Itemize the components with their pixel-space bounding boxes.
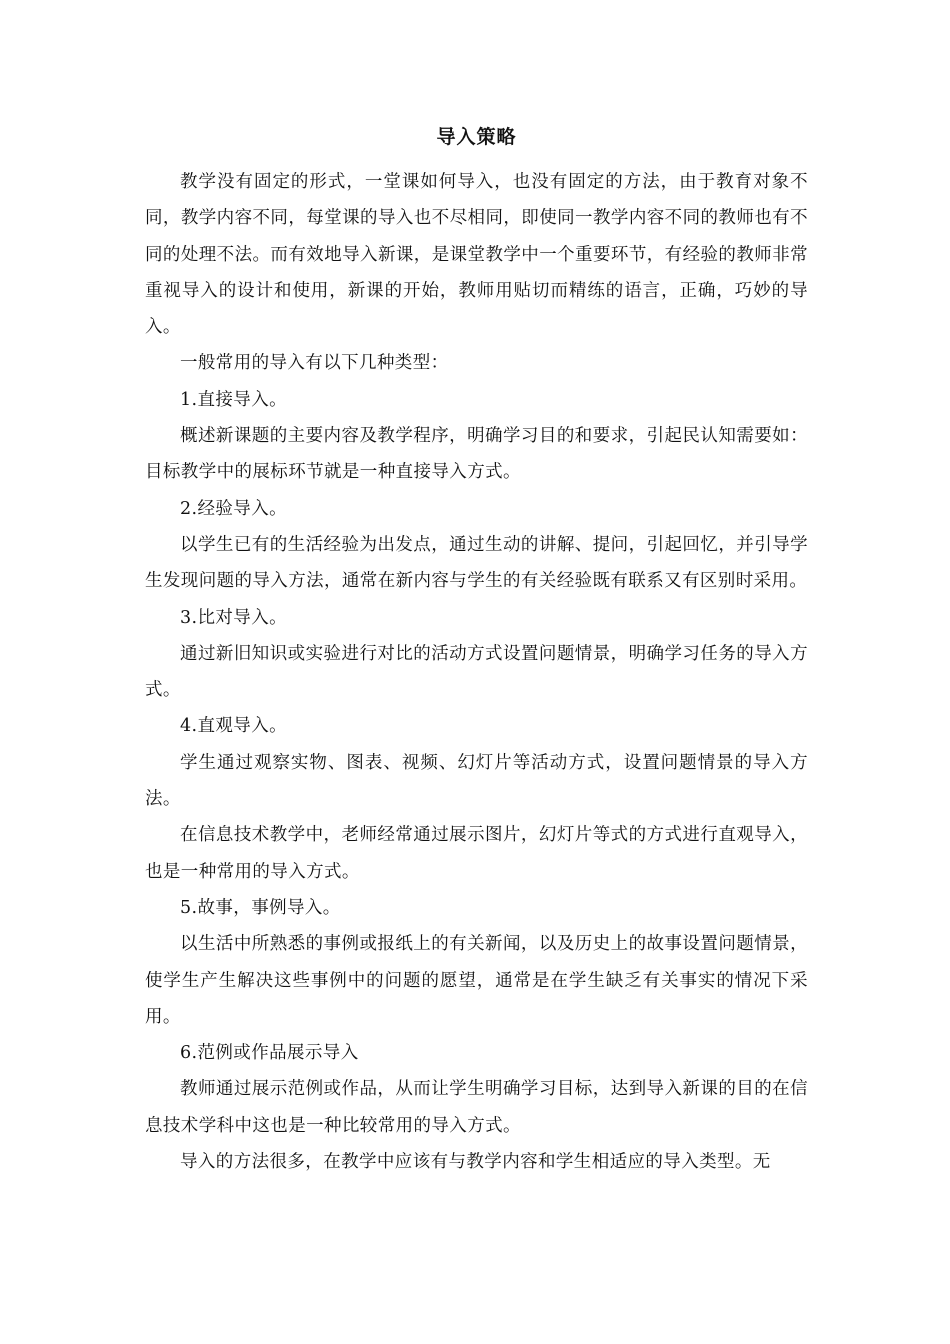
paragraph-visual-intro-it: 在信息技术教学中，老师经常通过展示图片，幻灯片等式的方式进行直观导入，也是一种常用的导入方式。 [145,825,808,882]
heading-comparison-intro: 3.比对导入。 [180,607,287,628]
paragraph-intro: 教学没有固定的形式，一堂课如何导入，也没有固定的方法，由于教育对象不同，教学内容不同，每堂课的导入也不尽相同，即使同一教学内容不同的教师也有不同的处理不法。而有效地导入新课，是课堂教学中一个重要环节，有经验的教师非常重视导入的设计和使用，新课的开始，教师用贴切而精练的语言，正确，巧妙的导入。 [145,172,808,338]
heading-visual-intro: 4.直观导入。 [180,716,287,737]
document-page [145,118,808,1180]
paragraph-example-intro: 教师通过展示范例或作品，从而让学生明确学习目标，达到导入新课的目的在信息技术学科中这也是一种比较常用的导入方式。 [145,1079,808,1136]
paragraph-types-lead: 一般常用的导入有以下几种类型： [180,353,449,374]
paragraph-conclusion: 导入的方法很多，在教学中应该有与教学内容和学生相适应的导入类型。无 [180,1152,771,1173]
heading-experience-intro: 2.经验导入。 [180,498,287,519]
paragraph-comparison-intro: 通过新旧知识或实验进行对比的活动方式设置问题情景，明确学习任务的导入方式。 [145,643,808,701]
paragraph-visual-intro: 学生通过观察实物、图表、视频、幻灯片等活动方式，设置问题情景的导入方法。 [145,752,808,810]
paragraph-direct-intro: 概述新课题的主要内容及教学程序，明确学习目的和要求，引起民认知需要如：目标教学中的展标环节就是一种直接导入方式。 [145,426,808,483]
heading-direct-intro: 1.直接导入。 [180,389,287,410]
heading-example-intro: 6.范例或作品展示导入 [180,1043,359,1064]
heading-story-intro: 5.故事，事例导入。 [180,897,341,918]
document-title: 导入策略 [436,126,517,148]
paragraph-story-intro: 以生活中所熟悉的事例或报纸上的有关新闻，以及历史上的故事设置问题情景，使学生产生解决这些事例中的问题的愿望，通常是在学生缺乏有关事实的情况下采用。 [145,934,808,1027]
paragraph-experience-intro: 以学生已有的生活经验为出发点，通过生动的讲解、提问，引起回忆，并引导学生发现问题的导入方法，通常在新内容与学生的有关经验既有联系又有区别时采用。 [145,534,808,592]
